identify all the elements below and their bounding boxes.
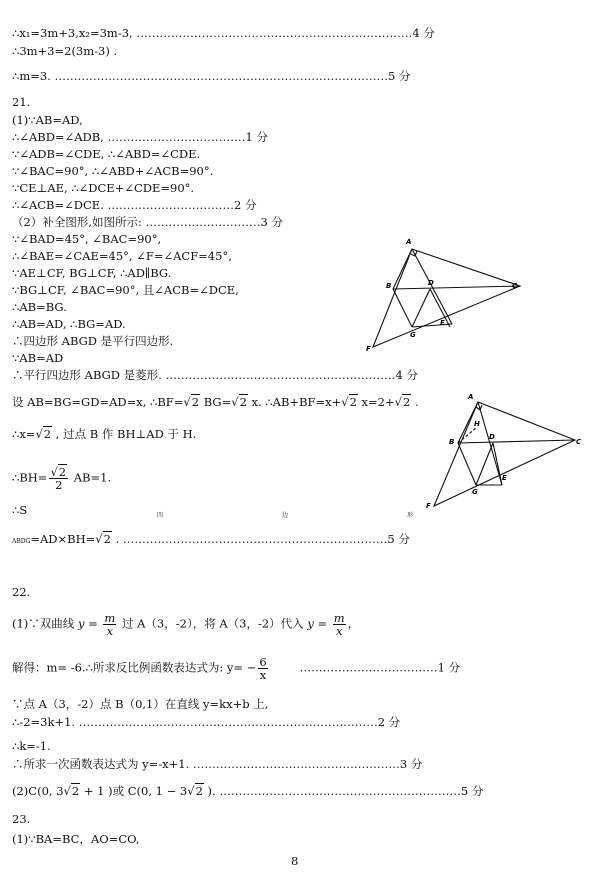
text-line: (1)∵BA=BC，AO=CO,: [12, 832, 140, 846]
label-b: B: [386, 282, 392, 290]
text-line: ∴∠BAE=∠CAE=45°, ∠F=∠ACF=45°,: [12, 249, 232, 263]
text-line: ∵∠BAD=45°, ∠BAC=90°,: [12, 232, 162, 246]
text-line: ∵AE⊥CF, BG⊥CF, ∴AD∥BG.: [12, 266, 172, 280]
text-line: ∴x=√ 2 , 过点 B 作 BH⊥AD 于 H.: [12, 427, 196, 441]
text-line: ABDG=AD×BH=√ 2 . ……………………………………………………………5 分: [12, 532, 410, 549]
label-a: A: [468, 393, 474, 401]
label-d: D: [428, 279, 434, 287]
text-line: ∴AB=AD, ∴BG=AD.: [12, 317, 126, 331]
text-line: ∴k=-1.: [12, 739, 51, 753]
text-line: ∴平行四边形 ABGD 是菱形. ……………………………………………………4 分: [12, 368, 418, 382]
label-f: F: [426, 502, 431, 510]
text-line: ∴AB=BG.: [12, 300, 67, 314]
geometry-figure-1: [360, 234, 530, 354]
text-line: ∵∠BAC=90°, ∴∠ABD+∠ACB=90°.: [12, 164, 214, 178]
text-line: 设 AB=BG=GD=AD=x, ∴BF=√ 2 BG=√ 2 x. ∴AB+BF=x+√ 2 x=2+√ 2 .: [12, 395, 419, 409]
text-line: ∴m=3. ……………………………………………………………………………5 分: [12, 69, 411, 83]
text-line: ∴∠ABD=∠ADB, ………………………………1 分: [12, 130, 268, 144]
text-line: ∴-2=3k+1. ……………………………………………………………………2 分: [12, 715, 401, 729]
text-line: ∴四边形 ABGD 是平行四边形.: [12, 334, 174, 348]
label-h: H: [474, 420, 480, 428]
text-line: (1)∵双曲线 y = $\frac{m}{x}$ 过 A（3，-2），将 A（3，-2）代入 y = $\frac{m}{x}$ ，: [12, 611, 360, 638]
page-number: 8: [291, 854, 299, 868]
text-line: ∵点 A（3，-2）点 B（0,1）在直线 y=kx+b 上,: [12, 697, 269, 711]
question-number: 23.: [12, 812, 31, 826]
label-f: F: [366, 345, 371, 353]
text-line: ∵CE⊥AE, ∴∠DCE+∠CDE=90°.: [12, 181, 195, 195]
text-line: ∴x₁=3m+3,x₂=3m-3, ………………………………………………………………4 分: [12, 26, 435, 40]
text-line: ∴S: [12, 503, 28, 517]
text-line: (1)∵AB=AD,: [12, 113, 83, 127]
text-line: ∵AB=AD: [12, 351, 64, 365]
text-line: 解得：m= -6.∴所求反比例函数表达式为: y= − $\frac{6}{x}$ ………………………………1 分: [12, 655, 461, 682]
tiny-char: 四: [157, 512, 164, 519]
text-line: ∴所求一次函数表达式为 y=-x+1. ………………………………………………3 分: [12, 757, 423, 771]
label-g: G: [410, 331, 416, 339]
label-c: C: [512, 282, 518, 290]
text-line: ∴3m+3=2(3m-3) .: [12, 44, 118, 58]
text-line: ∴BH= √ $\frac{2}{2}$ AB=1.: [12, 466, 111, 491]
label-c: C: [576, 438, 582, 446]
label-a: A: [406, 238, 412, 246]
text-line: ∵BG⊥CF, ∠BAC=90°, 且∠ACB=∠DCE,: [12, 283, 239, 297]
geometry-figure-2: [420, 388, 585, 513]
question-number: 22.: [12, 585, 31, 599]
question-number: 21.: [12, 95, 31, 109]
text-line: （2）补全图形,如图所示: …………………………3 分: [12, 215, 283, 229]
text-line: (2)C(0, 3√ 2 + 1 )或 C(0, 1 − 3√ 2 ). ………………………………………………………5 分: [12, 784, 483, 798]
label-e: E: [440, 319, 445, 327]
label-g: G: [472, 488, 478, 496]
label-d: D: [489, 433, 495, 441]
label-e: E: [502, 474, 507, 482]
tiny-char: 边: [282, 512, 289, 519]
tiny-char: 形: [407, 512, 414, 519]
fraction: √ $\frac{2}{2}$: [49, 466, 68, 491]
label-b: B: [449, 438, 455, 446]
text-line: ∵∠ADB=∠CDE, ∴∠ABD=∠CDE.: [12, 147, 201, 161]
text-line: ∴∠ACB=∠DCE. ……………………………2 分: [12, 198, 257, 212]
